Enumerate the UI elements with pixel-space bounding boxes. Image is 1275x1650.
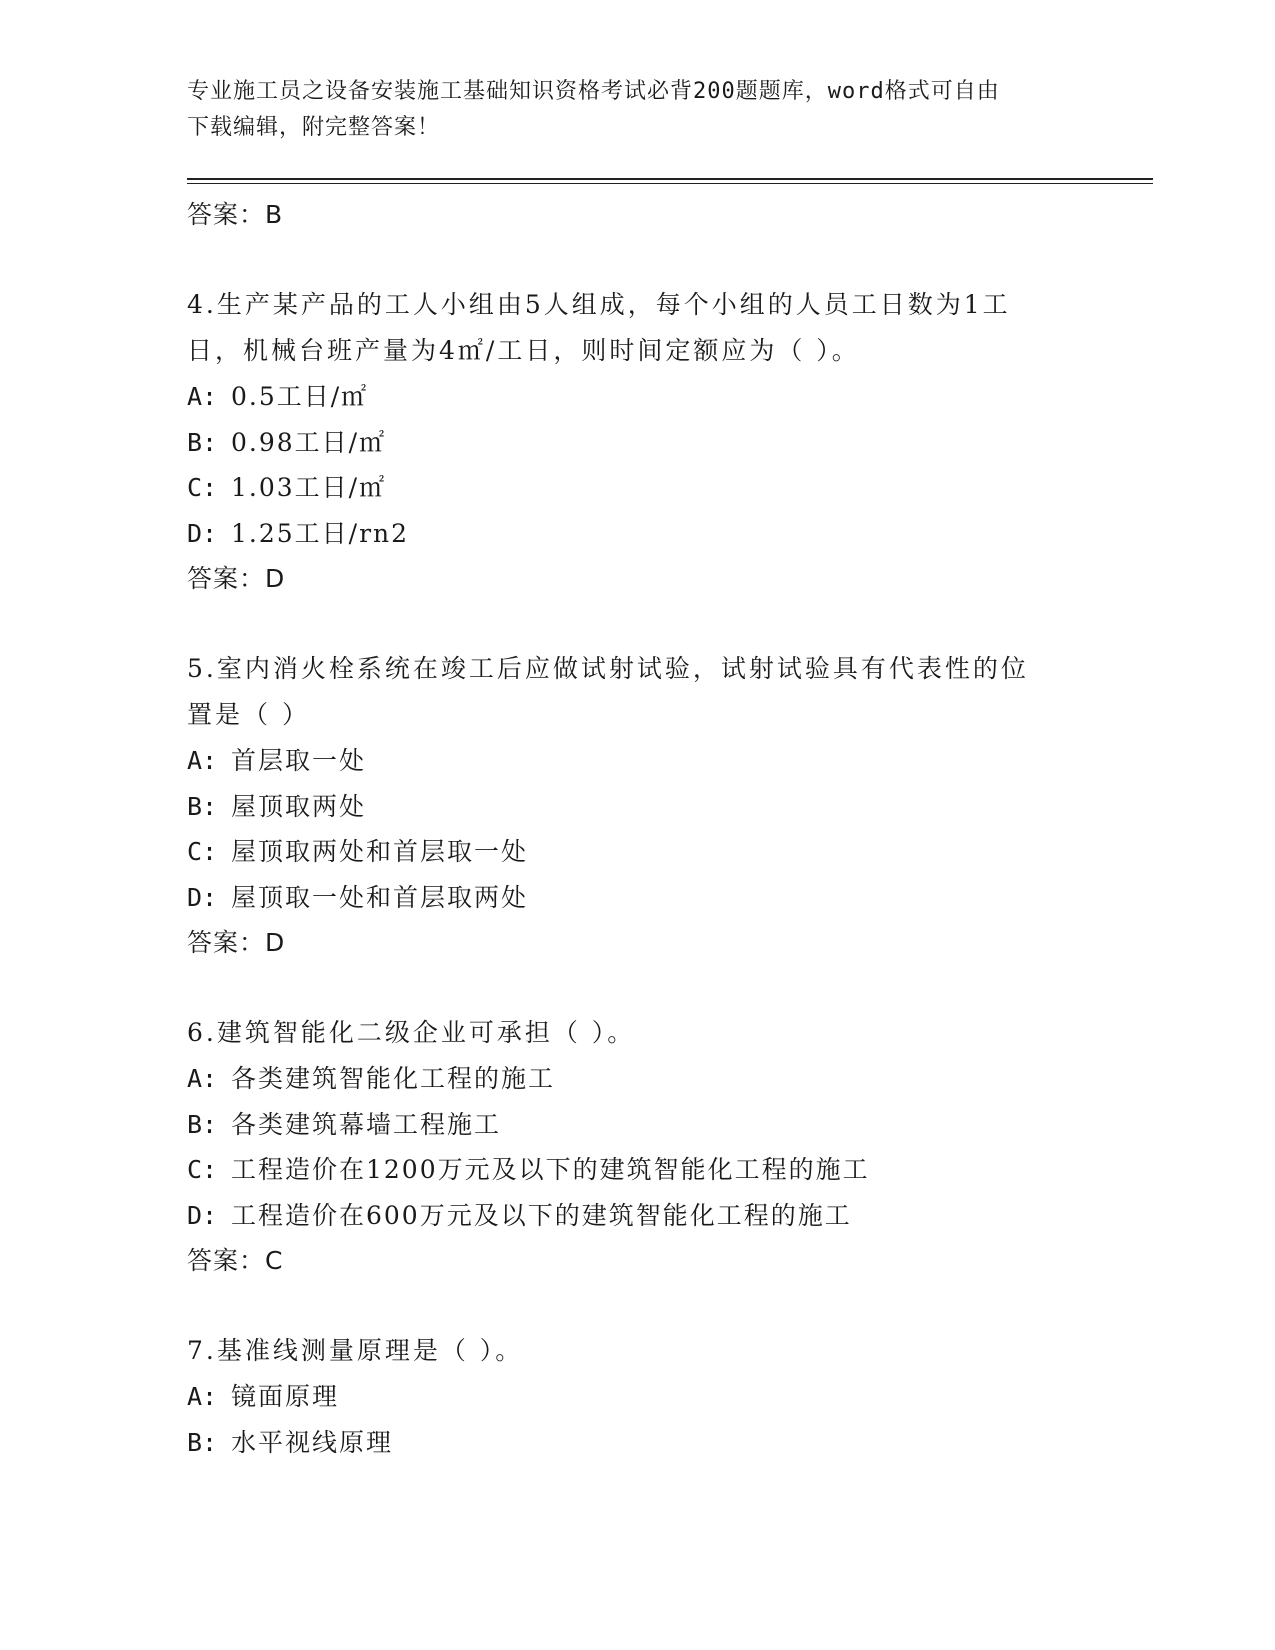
option-b — [187, 1420, 1087, 1466]
option-text: 屋顶取两处 — [231, 791, 367, 821]
answer-line: 答案：B — [187, 200, 284, 229]
header-rule-thick — [187, 178, 1153, 180]
header-line-2: 下载编辑，附完整答案！ — [187, 115, 441, 140]
option-text: 首层取一处 — [231, 746, 367, 775]
question-stem-line: 6.建筑智能化二级企业可承担（ ）。 — [187, 1018, 636, 1047]
option-letter: A: — [187, 382, 218, 411]
header-line-1: 专业施工员之设备安装施工基础知识资格考试必背200题题库，word格式可自由 — [187, 79, 1000, 104]
option-letter: A: — [187, 1382, 218, 1411]
option-d — [187, 511, 1087, 557]
question-stem — [187, 1328, 1087, 1374]
option-letter: D: — [187, 1200, 218, 1230]
option-text: 各类建筑幕墙工程施工 — [231, 1109, 502, 1139]
question-5 — [187, 646, 1087, 966]
option-text: 镜面原理 — [231, 1382, 340, 1411]
option-text: 1.25工日/rn2 — [231, 518, 410, 548]
spacer — [187, 238, 1087, 282]
option-d — [187, 875, 1087, 921]
option-letter: B: — [187, 791, 218, 821]
answer-line: 答案：D — [187, 928, 286, 957]
option-letter: C: — [187, 837, 218, 866]
option-text: 工程造价在1200万元及以下的建筑智能化工程的施工 — [231, 1155, 870, 1184]
question-list — [187, 192, 1087, 1465]
header-rule-thin — [187, 183, 1153, 184]
option-letter: B: — [187, 1109, 218, 1139]
option-text: 屋顶取两处和首层取一处 — [231, 837, 529, 866]
question-stem-line: 置是（ ） — [187, 700, 310, 729]
option-text: 0.98工日/㎡ — [231, 427, 387, 457]
question-stem-line: 7.基准线测量原理是（ ）。 — [187, 1336, 524, 1365]
option-text: 工程造价在600万元及以下的建筑智能化工程的施工 — [231, 1200, 852, 1230]
option-a — [187, 374, 1087, 420]
option-letter: B: — [187, 1427, 218, 1457]
option-a — [187, 738, 1087, 784]
question-stem — [187, 646, 1087, 738]
option-d — [187, 1193, 1087, 1239]
option-b — [187, 420, 1087, 466]
option-text: 屋顶取一处和首层取两处 — [231, 882, 529, 912]
spacer — [187, 966, 1087, 1010]
option-c — [187, 829, 1087, 875]
option-c — [187, 1147, 1087, 1193]
answer-line: 答案：D — [187, 564, 286, 593]
option-text: 各类建筑智能化工程的施工 — [231, 1064, 556, 1093]
option-letter: C: — [187, 1155, 218, 1184]
option-text: 1.03工日/㎡ — [231, 473, 387, 502]
spacer — [187, 602, 1087, 646]
option-c — [187, 465, 1087, 511]
option-letter: A: — [187, 1064, 218, 1093]
option-letter: D: — [187, 518, 218, 548]
option-letter: A: — [187, 746, 218, 775]
question-6 — [187, 1010, 1087, 1284]
question-stem — [187, 282, 1087, 374]
document-header — [187, 74, 1077, 146]
option-text: 水平视线原理 — [231, 1427, 394, 1457]
spacer — [187, 1284, 1087, 1328]
question-7 — [187, 1328, 1087, 1465]
option-b — [187, 1102, 1087, 1148]
option-letter: D: — [187, 882, 218, 912]
option-a — [187, 1374, 1087, 1420]
option-letter: B: — [187, 427, 218, 457]
answer-line: 答案：C — [187, 1246, 284, 1275]
question-4 — [187, 282, 1087, 602]
question-stem-line: 日，机械台班产量为4㎡/工日，则时间定额应为（ ）。 — [187, 336, 860, 365]
option-a — [187, 1056, 1087, 1102]
option-text: 0.5工日/㎡ — [231, 382, 369, 411]
option-b — [187, 784, 1087, 830]
option-letter: C: — [187, 473, 218, 502]
question-stem-line: 4.生产某产品的工人小组由5人组成，每个小组的人员工日数为1工 — [187, 290, 1011, 319]
question-stem — [187, 1010, 1087, 1056]
question-stem-line: 5.室内消火栓系统在竣工后应做试射试验，试射试验具有代表性的位 — [187, 654, 1029, 683]
